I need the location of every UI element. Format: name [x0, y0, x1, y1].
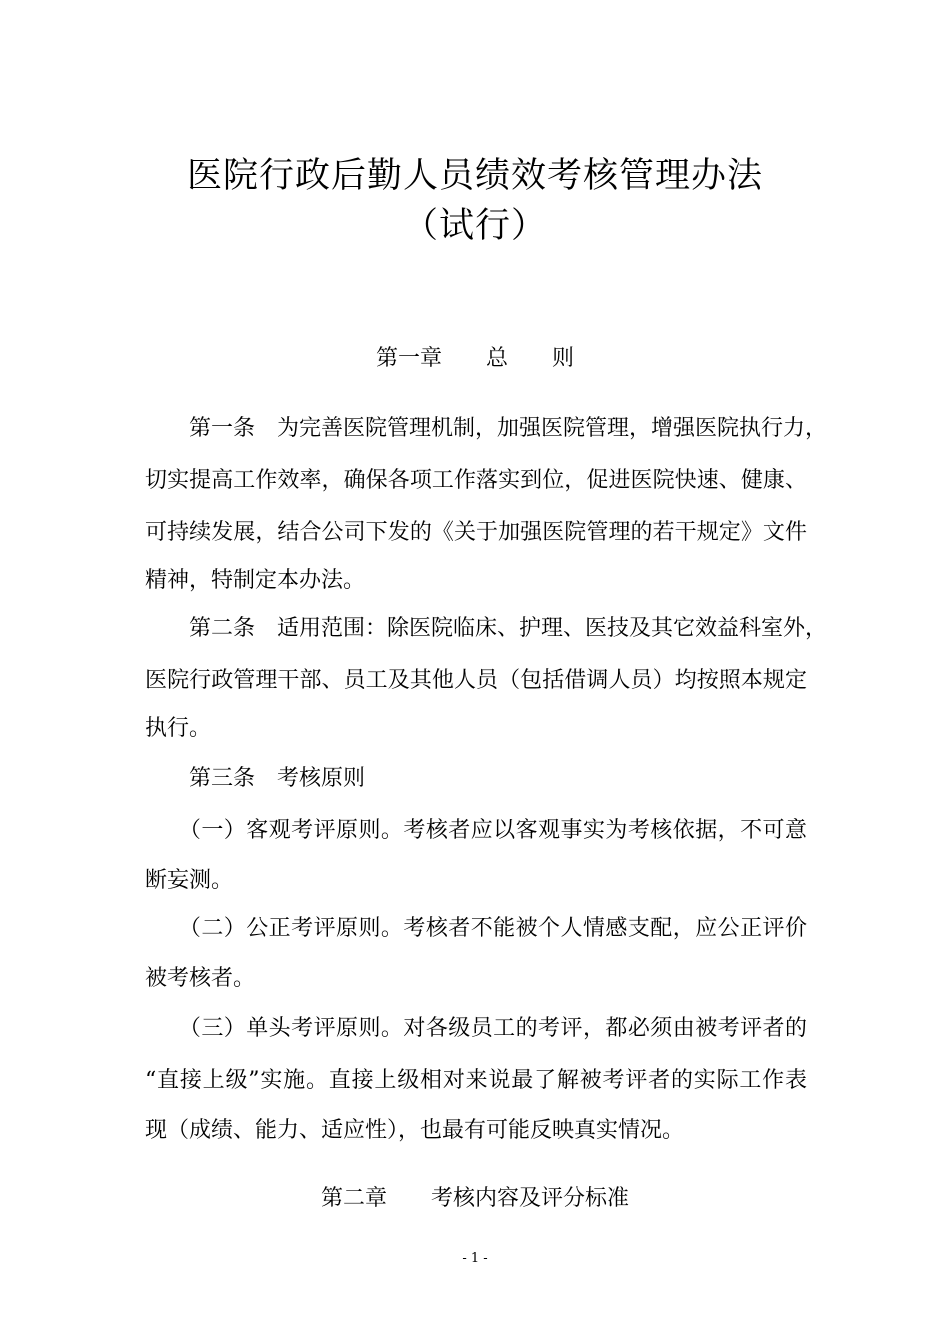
document-title: 医院行政后勤人员绩效考核管理办法 [186, 156, 763, 196]
principle-2-line: （二）公正考评原则。考核者不能被个人情感支配，应公正评价 [145, 916, 807, 941]
document-subtitle: （试行） [402, 206, 547, 246]
principle-3-line: 现（成绩、能力、适应性），也最有可能反映真实情况。 [145, 1118, 685, 1143]
page-number: - 1 - [462, 1251, 488, 1266]
principle-3-line: “直接上级”实施。直接上级相对来说最了解被考评者的实际工作表 [145, 1068, 807, 1093]
article-2-line: 执行。 [145, 716, 212, 741]
chapter-1-heading: 第一章 总 则 [375, 346, 574, 371]
article-1-line: 第一条 为完善医院管理机制，加强医院管理，增强医院执行力， [145, 416, 828, 441]
article-1-line: 切实提高工作效率，确保各项工作落实到位，促进医院快速、健康、 [145, 468, 807, 493]
article-3-heading: 第三条 考核原则 [145, 766, 366, 791]
article-1-line: 精神，特制定本办法。 [145, 568, 366, 593]
principle-1-line: （一）客观考评原则。考核者应以客观事实为考核依据，不可意 [145, 818, 807, 843]
principle-3-line: （三）单头考评原则。对各级员工的考评，都必须由被考评者的 [145, 1016, 807, 1041]
article-2-line: 医院行政管理干部、员工及其他人员（包括借调人员）均按照本规定 [145, 668, 807, 693]
chapter-2-heading: 第二章 考核内容及评分标准 [320, 1186, 629, 1211]
article-2-line: 第二条 适用范围：除医院临床、护理、医技及其它效益科室外， [145, 616, 828, 641]
article-1-line: 可持续发展，结合公司下发的《关于加强医院管理的若干规定》文件 [145, 520, 807, 545]
principle-2-line: 被考核者。 [145, 966, 256, 991]
principle-1-line: 断妄测。 [145, 868, 234, 893]
